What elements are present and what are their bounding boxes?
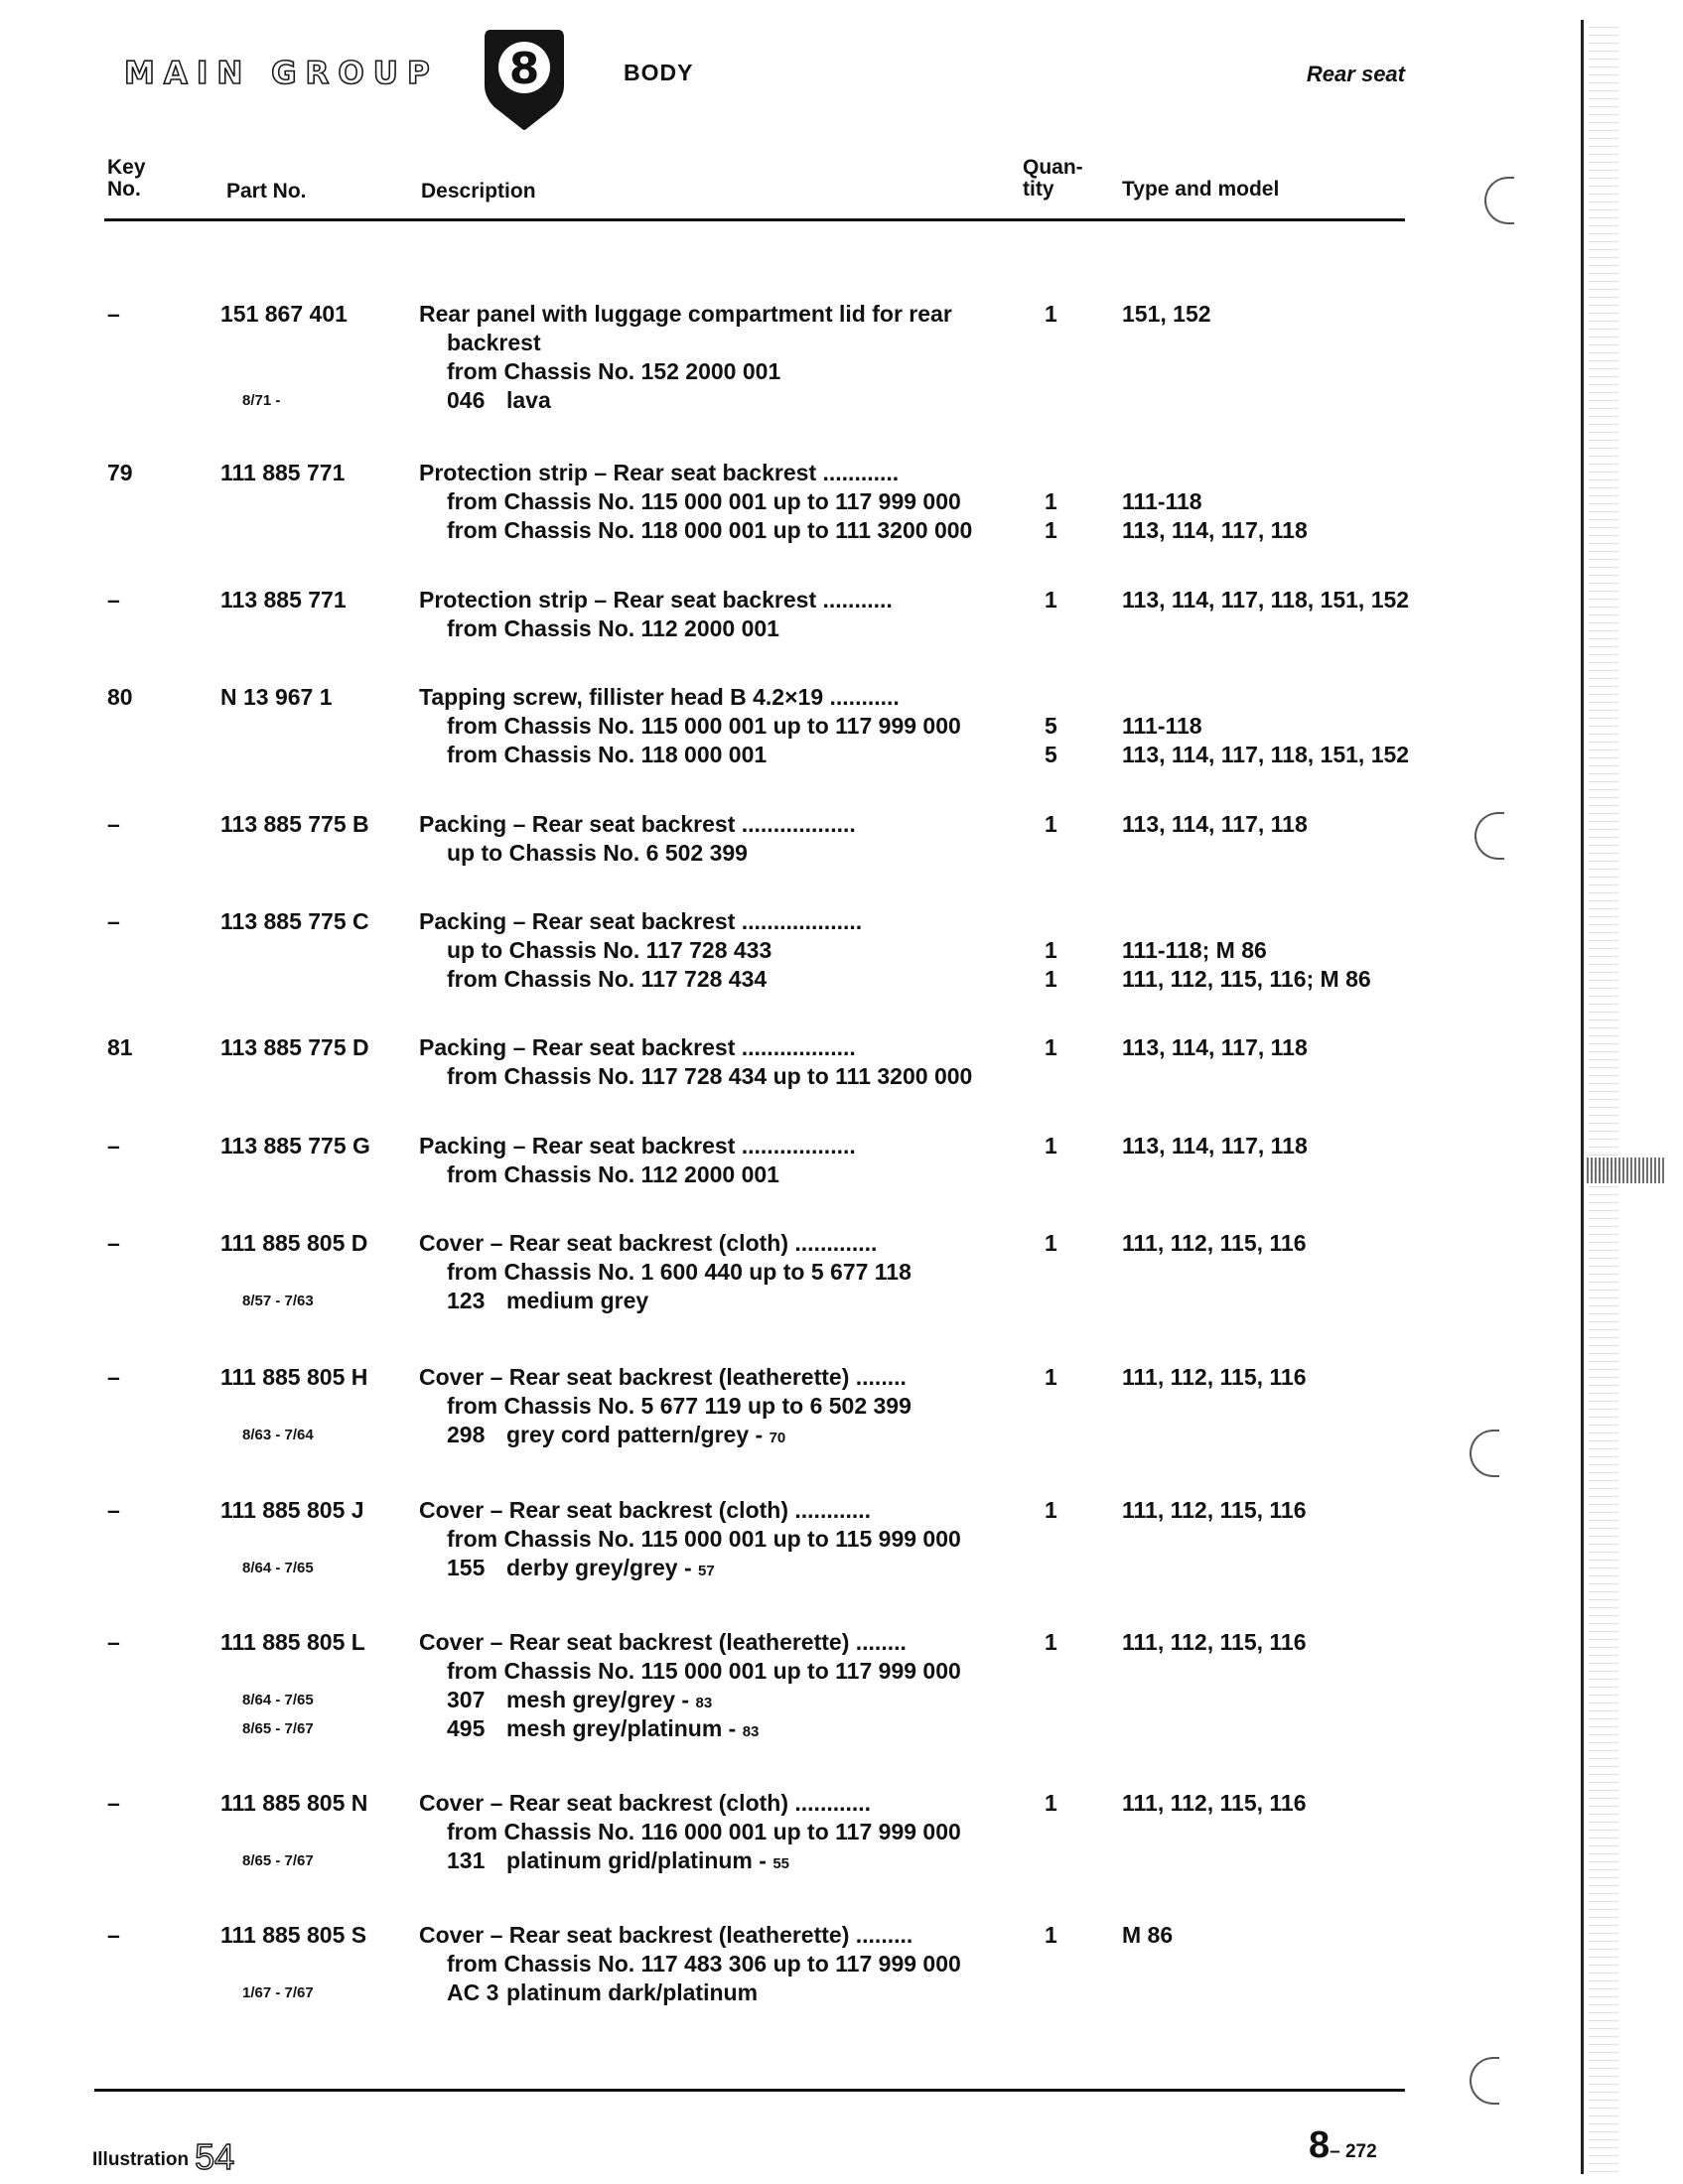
type-model-value: 111-118 <box>1122 713 1202 739</box>
quantity-value <box>1045 1657 1057 1686</box>
description-text: Cover – Rear seat backrest (cloth) ............ <box>419 1790 872 1816</box>
key-number: – <box>107 1790 120 1816</box>
part-number: 111 885 771 <box>220 460 346 485</box>
description-text: mesh grey/grey - <box>506 1687 690 1712</box>
description-text: Packing – Rear seat backrest ................... <box>419 908 863 934</box>
type-model-value <box>1122 1421 1307 1449</box>
table-row <box>0 459 1430 545</box>
colour-code: 131 <box>447 1847 486 1873</box>
description-text: from Chassis No. 116 000 001 up to 117 999 000 <box>447 1819 961 1844</box>
description-text: from Chassis No. 5 677 119 up to 6 502 399 <box>447 1393 912 1419</box>
table-row <box>0 1921 1430 2007</box>
production-date: 8/64 - 7/65 <box>242 1692 314 1708</box>
description-line <box>419 1062 972 1091</box>
type-model-value: 111, 112, 115, 116 <box>1122 1364 1307 1390</box>
quantity <box>1045 1132 1057 1189</box>
quantity <box>1045 459 1057 545</box>
description-line <box>419 1363 912 1392</box>
part-number: 113 885 775 G <box>220 1133 370 1159</box>
description-line <box>419 386 952 415</box>
quantity <box>1045 300 1057 415</box>
quantity-value <box>1045 1421 1057 1449</box>
section-title: Rear seat <box>1306 62 1405 86</box>
description-text: Cover – Rear seat backrest (leatherette) ........ <box>419 1629 907 1655</box>
footer-rule <box>94 2089 1405 2092</box>
page-number-sub: – 272 <box>1330 2141 1377 2162</box>
colour-code: 298 <box>447 1422 486 1447</box>
trim-code: 70 <box>769 1430 786 1446</box>
quantity-value: 1 <box>1045 301 1057 327</box>
part-number: 111 885 805 D <box>220 1230 368 1256</box>
quantity-value: 1 <box>1045 811 1057 837</box>
colour-code: AC 3 <box>447 1979 499 2005</box>
scan-smudge <box>1587 1158 1666 1183</box>
col-part-no: Part No. <box>226 180 307 203</box>
col-type-model: Type and model <box>1122 178 1280 201</box>
description-text: backrest <box>447 330 541 355</box>
table-row <box>0 810 1430 868</box>
description-text: Cover – Rear seat backrest (leatherette) ......... <box>419 1922 913 1948</box>
description-text: platinum dark/platinum <box>506 1979 759 2005</box>
type-model <box>1122 1363 1307 1449</box>
production-date: 8/65 - 7/67 <box>242 1720 314 1737</box>
key-number: – <box>107 1230 120 1256</box>
description <box>419 1033 972 1091</box>
key-number: 80 <box>107 684 133 710</box>
table-row <box>0 907 1430 994</box>
description-text: Packing – Rear seat backrest .................. <box>419 811 856 837</box>
part-number: 151 867 401 <box>220 301 348 327</box>
quantity <box>1045 586 1057 643</box>
quantity-value <box>1045 683 1057 712</box>
description-text: from Chassis No. 112 2000 001 <box>447 615 779 641</box>
type-model-value <box>1122 459 1308 487</box>
description-text: derby grey/grey - <box>506 1555 692 1580</box>
description-text: from Chassis No. 115 000 001 up to 117 999 000 <box>447 1658 961 1684</box>
description-line <box>419 1496 961 1525</box>
trim-code: 57 <box>698 1563 715 1579</box>
description-line <box>419 1258 912 1287</box>
type-model-value: 113, 114, 117, 118, 151, 152 <box>1122 742 1410 767</box>
description-text: from Chassis No. 115 000 001 up to 117 999 000 <box>447 488 961 514</box>
type-model-value: 113, 114, 117, 118 <box>1122 1034 1308 1060</box>
type-model-value: 111-118 <box>1122 488 1202 514</box>
description-line <box>419 810 856 839</box>
col-quan-label: Quan- <box>1023 156 1083 179</box>
quantity <box>1045 907 1057 994</box>
description-line <box>419 1229 912 1258</box>
table-row <box>0 1033 1430 1091</box>
type-model-value <box>1122 1392 1307 1421</box>
type-model-value <box>1122 839 1308 868</box>
description-line <box>419 683 961 712</box>
key-number: 81 <box>107 1034 133 1060</box>
part-number: 113 885 775 B <box>220 811 369 837</box>
description-line <box>419 300 952 329</box>
type-model-value: 111, 112, 115, 116 <box>1122 1497 1307 1523</box>
quantity-value <box>1045 1525 1057 1554</box>
description <box>419 683 961 769</box>
description-text: from Chassis No. 1 600 440 up to 5 677 118 <box>447 1259 912 1285</box>
type-model <box>1122 1628 1307 1743</box>
type-model-value <box>1122 1846 1307 1875</box>
type-model-value: 113, 114, 117, 118, 151, 152 <box>1122 587 1410 613</box>
key-number: – <box>107 1922 120 1948</box>
col-key-label: Key <box>107 156 146 179</box>
description-line <box>419 1818 961 1846</box>
type-model-value <box>1122 614 1409 643</box>
quantity <box>1045 810 1057 868</box>
key-number: – <box>107 1497 120 1523</box>
type-model-value <box>1122 357 1211 386</box>
description <box>419 810 856 868</box>
description-text: Rear panel with luggage compartment lid for rear <box>419 301 952 327</box>
type-model-value <box>1122 1160 1308 1189</box>
description-text: Protection strip – Rear seat backrest ............ <box>419 460 900 485</box>
type-model-value <box>1122 1062 1308 1091</box>
quantity-value: 1 <box>1045 1364 1057 1390</box>
type-model <box>1122 907 1371 994</box>
table-row <box>0 1229 1430 1315</box>
description <box>419 907 862 994</box>
production-date: 1/67 - 7/67 <box>242 1984 314 2001</box>
quantity <box>1045 1921 1057 2007</box>
description-text: Tapping screw, fillister head B 4.2×19 ........... <box>419 684 900 710</box>
table-row <box>0 586 1430 643</box>
quantity-value: 1 <box>1045 1230 1057 1256</box>
type-model <box>1122 300 1211 415</box>
description-text: platinum grid/platinum - <box>506 1847 767 1873</box>
production-date: 8/71 - <box>242 392 281 409</box>
production-date: 8/65 - 7/67 <box>242 1852 314 1869</box>
quantity <box>1045 1363 1057 1449</box>
table-row <box>0 1496 1430 1582</box>
trim-code: 83 <box>695 1695 713 1711</box>
description-line <box>419 459 972 487</box>
type-model <box>1122 1229 1307 1315</box>
description-line <box>419 614 893 643</box>
description <box>419 586 893 643</box>
description-line <box>419 1132 856 1160</box>
description-text: up to Chassis No. 117 728 433 <box>447 937 772 963</box>
quantity-value: 1 <box>1045 1922 1057 1948</box>
quantity-value: 5 <box>1045 742 1057 767</box>
description-line <box>419 487 972 516</box>
description-text: from Chassis No. 152 2000 001 <box>447 358 781 384</box>
description-text: from Chassis No. 117 728 434 up to 111 3200 000 <box>447 1063 973 1089</box>
type-model <box>1122 683 1409 769</box>
key-number: – <box>107 1364 120 1390</box>
type-model <box>1122 1132 1308 1189</box>
type-model <box>1122 1789 1307 1875</box>
quantity-value: 1 <box>1045 1497 1057 1523</box>
type-model <box>1122 586 1409 643</box>
type-model-value <box>1122 1818 1307 1846</box>
description-line <box>419 1160 856 1189</box>
part-number: 113 885 775 D <box>220 1034 369 1060</box>
description-line <box>419 1033 972 1062</box>
quantity-value <box>1045 1392 1057 1421</box>
binding-texture <box>1589 20 1618 2174</box>
colour-code: 046 <box>447 387 486 413</box>
quantity-value: 1 <box>1045 1034 1057 1060</box>
part-number: 113 885 771 <box>220 587 347 613</box>
type-model-value: 111, 112, 115, 116 <box>1122 1230 1307 1256</box>
type-model-value <box>1122 386 1211 415</box>
description <box>419 1229 912 1315</box>
quantity-value <box>1045 614 1057 643</box>
quantity <box>1045 1033 1057 1091</box>
colour-code: 123 <box>447 1288 486 1313</box>
description <box>419 1628 961 1743</box>
quantity-value <box>1045 1686 1057 1714</box>
quantity-value: 1 <box>1045 587 1057 613</box>
description-text: grey cord pattern/grey - <box>506 1422 764 1447</box>
binding-edge <box>1581 20 1584 2174</box>
type-model-value <box>1122 907 1371 936</box>
illustration-number: 54 <box>195 2136 235 2177</box>
description-line <box>419 1525 961 1554</box>
description <box>419 459 972 545</box>
quantity <box>1045 1496 1057 1582</box>
key-number: 79 <box>107 460 133 485</box>
quantity-value <box>1045 459 1057 487</box>
type-model-value: M 86 <box>1122 1922 1174 1948</box>
production-date: 8/64 - 7/65 <box>242 1560 314 1576</box>
type-model-value <box>1122 1287 1307 1315</box>
group-number: 8 <box>508 44 540 94</box>
type-model-value: 113, 114, 117, 118 <box>1122 1133 1308 1159</box>
part-number: 113 885 775 C <box>220 908 369 934</box>
colour-code: 155 <box>447 1555 486 1580</box>
group-name: BODY <box>624 60 694 85</box>
quantity-value: 1 <box>1045 488 1057 514</box>
type-model-value <box>1122 1686 1307 1714</box>
production-date: 8/63 - 7/64 <box>242 1427 314 1443</box>
quantity-value <box>1045 357 1057 386</box>
quantity <box>1045 1628 1057 1743</box>
description-line <box>419 1392 912 1421</box>
description-text: Cover – Rear seat backrest (cloth) ............ <box>419 1497 872 1523</box>
key-number: – <box>107 301 120 327</box>
description-text: Protection strip – Rear seat backrest ........... <box>419 587 893 613</box>
quantity-value: 1 <box>1045 1790 1057 1816</box>
description <box>419 1789 961 1875</box>
type-model <box>1122 1496 1307 1582</box>
description-line <box>419 1846 961 1875</box>
quantity-value: 1 <box>1045 937 1057 963</box>
quantity-value <box>1045 386 1057 415</box>
key-number: – <box>107 908 120 934</box>
description-line <box>419 1921 961 1950</box>
type-model-value <box>1122 1258 1307 1287</box>
description-line <box>419 1789 961 1818</box>
description-text: Packing – Rear seat backrest .................. <box>419 1133 856 1159</box>
type-model-value <box>1122 683 1409 712</box>
quantity <box>1045 1229 1057 1315</box>
main-group-title: MAIN GROUP <box>124 56 439 91</box>
illustration-label: Illustration <box>92 2149 190 2170</box>
description-text: from Chassis No. 118 000 001 up to 111 3200 000 <box>447 517 973 543</box>
table-row <box>0 1628 1430 1743</box>
description-text: from Chassis No. 118 000 001 <box>447 742 768 767</box>
description-text: mesh grey/platinum - <box>506 1715 737 1741</box>
description-line <box>419 936 862 965</box>
type-model-value <box>1122 1979 1173 2007</box>
part-number: 111 885 805 N <box>220 1790 368 1816</box>
part-number: 111 885 805 J <box>220 1497 364 1523</box>
description-line <box>419 741 961 769</box>
colour-code: 495 <box>447 1715 486 1741</box>
description-text: Packing – Rear seat backrest .................. <box>419 1034 856 1060</box>
quantity <box>1045 683 1057 769</box>
description-line <box>419 329 952 357</box>
type-model-value <box>1122 1554 1307 1582</box>
key-number: – <box>107 1629 120 1655</box>
quantity-value <box>1045 1979 1057 2007</box>
description <box>419 300 952 415</box>
description-line <box>419 1421 912 1449</box>
description <box>419 1363 912 1449</box>
part-number: 111 885 805 H <box>220 1364 368 1390</box>
quantity-value: 5 <box>1045 713 1057 739</box>
type-model-value: 113, 114, 117, 118 <box>1122 811 1308 837</box>
quantity-value <box>1045 839 1057 868</box>
description-line <box>419 586 893 614</box>
description-line <box>419 357 952 386</box>
description-line <box>419 1628 961 1657</box>
quantity-value: 1 <box>1045 966 1057 992</box>
quantity-value <box>1045 1818 1057 1846</box>
type-model <box>1122 1921 1173 2007</box>
table-row <box>0 683 1430 769</box>
quantity-value: 1 <box>1045 517 1057 543</box>
description-line <box>419 1714 961 1743</box>
description-text: from Chassis No. 115 000 001 up to 117 999 000 <box>447 713 961 739</box>
production-date: 8/57 - 7/63 <box>242 1293 314 1309</box>
type-model <box>1122 1033 1308 1091</box>
quantity-value <box>1045 329 1057 357</box>
description <box>419 1921 961 2007</box>
type-model-value <box>1122 1525 1307 1554</box>
col-tity-label: tity <box>1023 178 1054 201</box>
quantity-value <box>1045 1160 1057 1189</box>
type-model-value: 111, 112, 115, 116 <box>1122 1790 1307 1816</box>
trim-code: 55 <box>772 1855 790 1872</box>
col-description: Description <box>421 180 536 203</box>
description-line <box>419 712 961 741</box>
description-line <box>419 907 862 936</box>
quantity-value <box>1045 1950 1057 1979</box>
description-line <box>419 1657 961 1686</box>
description-line <box>419 839 856 868</box>
trim-code: 83 <box>742 1723 760 1740</box>
table-row <box>0 1789 1430 1875</box>
quantity-value <box>1045 1554 1057 1582</box>
description-text: Cover – Rear seat backrest (leatherette) ........ <box>419 1364 907 1390</box>
part-number: 111 885 805 S <box>220 1922 367 1948</box>
page-number <box>1309 2124 1377 2167</box>
type-model-value: 111, 112, 115, 116 <box>1122 1629 1307 1655</box>
key-number: – <box>107 1133 120 1159</box>
type-model-value: 111-118; M 86 <box>1122 937 1267 963</box>
description-text: Cover – Rear seat backrest (cloth) ............. <box>419 1230 878 1256</box>
quantity-value: 1 <box>1045 1629 1057 1655</box>
quantity-value: 1 <box>1045 1133 1057 1159</box>
quantity-value <box>1045 1846 1057 1875</box>
quantity-value <box>1045 1714 1057 1743</box>
description-line <box>419 1950 961 1979</box>
page-number-main: 8 <box>1309 2124 1331 2166</box>
colour-code: 307 <box>447 1687 486 1712</box>
type-model-value: 151, 152 <box>1122 301 1211 327</box>
table-row <box>0 1363 1430 1449</box>
description-line <box>419 1686 961 1714</box>
quantity-value <box>1045 1062 1057 1091</box>
key-number: – <box>107 587 120 613</box>
part-number: 111 885 805 L <box>220 1629 365 1655</box>
description-text: from Chassis No. 117 728 434 <box>447 966 768 992</box>
key-number: – <box>107 811 120 837</box>
description-text: up to Chassis No. 6 502 399 <box>447 840 748 866</box>
quantity-value <box>1045 907 1057 936</box>
description-line <box>419 516 972 545</box>
description-text: from Chassis No. 117 483 306 up to 117 999 000 <box>447 1951 961 1977</box>
type-model-value <box>1122 1714 1307 1743</box>
quantity-value <box>1045 1287 1057 1315</box>
type-model-value: 111, 112, 115, 116; M 86 <box>1122 966 1371 992</box>
description-text: medium grey <box>506 1288 649 1313</box>
table-row <box>0 1132 1430 1189</box>
description <box>419 1132 856 1189</box>
description-line <box>419 1287 912 1315</box>
quantity <box>1045 1789 1057 1875</box>
type-model-value: 113, 114, 117, 118 <box>1122 517 1308 543</box>
type-model <box>1122 810 1308 868</box>
quantity-value <box>1045 1258 1057 1287</box>
col-no-label: No. <box>107 178 141 201</box>
table-row <box>0 300 1430 415</box>
type-model-value <box>1122 1657 1307 1686</box>
type-model-value <box>1122 1950 1173 1979</box>
type-model-value <box>1122 329 1211 357</box>
description <box>419 1496 961 1582</box>
description-line <box>419 965 862 994</box>
illustration-reference <box>92 2136 234 2178</box>
description-line <box>419 1979 961 2007</box>
type-model <box>1122 459 1308 545</box>
description-text: from Chassis No. 112 2000 001 <box>447 1161 779 1187</box>
description-line <box>419 1554 961 1582</box>
part-number: N 13 967 1 <box>220 684 333 710</box>
description-text: from Chassis No. 115 000 001 up to 115 999 000 <box>447 1526 961 1552</box>
description-text: lava <box>506 387 551 413</box>
